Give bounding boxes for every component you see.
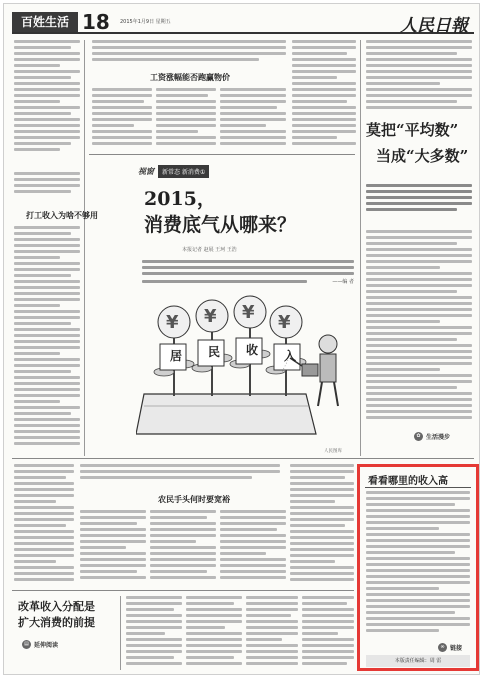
sidebar-box-rule xyxy=(365,487,471,488)
bottom-text-col-3 xyxy=(220,510,286,586)
lower-left-headline xyxy=(18,599,114,631)
editor-credit: 本版责任编辑：周 雷 xyxy=(366,655,470,667)
section-rule xyxy=(12,590,354,591)
feature-lead-signoff: ——编 者 xyxy=(332,279,354,285)
bottom-left-text xyxy=(14,464,74,584)
feature-lead xyxy=(142,260,354,285)
bottom-text-col-1 xyxy=(80,510,146,586)
left-subheadline: 打工收入为啥不够用 xyxy=(26,210,98,220)
illustration-credit: 人民图库 xyxy=(324,449,342,454)
highlighted-sidebar-box[interactable] xyxy=(357,464,479,671)
illustration-label-3: 收 xyxy=(245,343,258,357)
right-column-text-top xyxy=(366,40,472,112)
comment-headline xyxy=(366,117,472,169)
income-growth-illustration xyxy=(136,294,356,446)
column-divider xyxy=(360,40,361,456)
illustration-label-2: 民 xyxy=(207,345,220,359)
feature-headline-line2: 消费底气从哪来？ xyxy=(144,214,297,236)
left-column-intro xyxy=(14,172,80,204)
svg-text:¥: ¥ xyxy=(204,306,217,327)
top-text-col-3 xyxy=(220,88,286,150)
lower-text-col-4 xyxy=(302,596,354,670)
top-text-col-4 xyxy=(292,40,356,150)
bottom-subheadline: 农民手头何时要宽裕 xyxy=(158,494,230,504)
section-rule xyxy=(89,154,355,155)
illustration-label-4: 入 xyxy=(283,349,296,363)
extended-reading-badge xyxy=(22,640,58,649)
feature-headline-line1: 2015， xyxy=(144,188,216,210)
lower-left-headline-line2: 扩大消费的前提 xyxy=(18,616,95,629)
illustration-svg xyxy=(136,294,356,446)
extended-reading-label: 延伸阅读 xyxy=(34,642,59,649)
bottom-text-col-4 xyxy=(290,464,354,586)
column-badge-label: 生活漫步 xyxy=(426,434,451,441)
masthead-logo: 人民日報 xyxy=(400,16,468,36)
sidebar-box-title: 看看哪里的收入高 xyxy=(368,476,448,487)
column-divider xyxy=(84,40,85,456)
feature-tag-italic: 视窗 xyxy=(138,166,154,176)
feature-byline: 本报记者 赵展 王珂 王浩 xyxy=(182,247,237,253)
section-title: 百姓生活 xyxy=(12,12,78,32)
comment-summary xyxy=(366,184,472,222)
sidebar-box-text xyxy=(366,491,470,639)
feature-tag xyxy=(138,164,209,178)
lower-text-col-2 xyxy=(186,596,242,670)
column-badge xyxy=(414,432,450,441)
page-header xyxy=(12,12,474,34)
page-number: 18 xyxy=(82,10,110,34)
sidebar-link-badge xyxy=(438,643,462,652)
illustration-label-1: 居 xyxy=(169,349,182,363)
leaf-icon: ✿ xyxy=(414,432,423,441)
svg-text:¥: ¥ xyxy=(242,302,255,323)
column-divider xyxy=(120,596,121,670)
svg-text:¥: ¥ xyxy=(278,312,291,333)
lower-text-col-3 xyxy=(246,596,298,670)
comment-headline-line2: 当成“大多数” xyxy=(376,147,469,165)
feature-headline xyxy=(144,186,354,238)
date-line: 2015年1月9日 星期五 xyxy=(120,19,171,25)
comment-headline-line1: 莫把“平均数” xyxy=(366,121,459,139)
left-column-text-top xyxy=(14,40,80,160)
top-subheadline: 工资涨幅能否跑赢物价 xyxy=(150,72,230,82)
top-text-col-2 xyxy=(156,88,216,150)
comment-body xyxy=(366,230,472,426)
section-rule xyxy=(12,458,474,459)
top-text-col-1 xyxy=(92,88,152,150)
sidebar-link-label: 链接 xyxy=(450,645,463,652)
lower-text-col-1 xyxy=(126,596,182,670)
lower-left-headline-line1: 改革收入分配是 xyxy=(18,600,95,613)
feature-series-tag: 新常态 新消费① xyxy=(158,165,209,178)
top-intro-text xyxy=(92,40,286,66)
newspaper-page xyxy=(3,3,480,675)
book-icon: ▤ xyxy=(22,640,31,649)
svg-text:¥: ¥ xyxy=(166,312,179,333)
bottom-text-col-2 xyxy=(150,510,216,586)
bottom-intro-text xyxy=(80,464,280,486)
link-icon: ∞ xyxy=(438,643,447,652)
left-column-text xyxy=(14,226,80,452)
